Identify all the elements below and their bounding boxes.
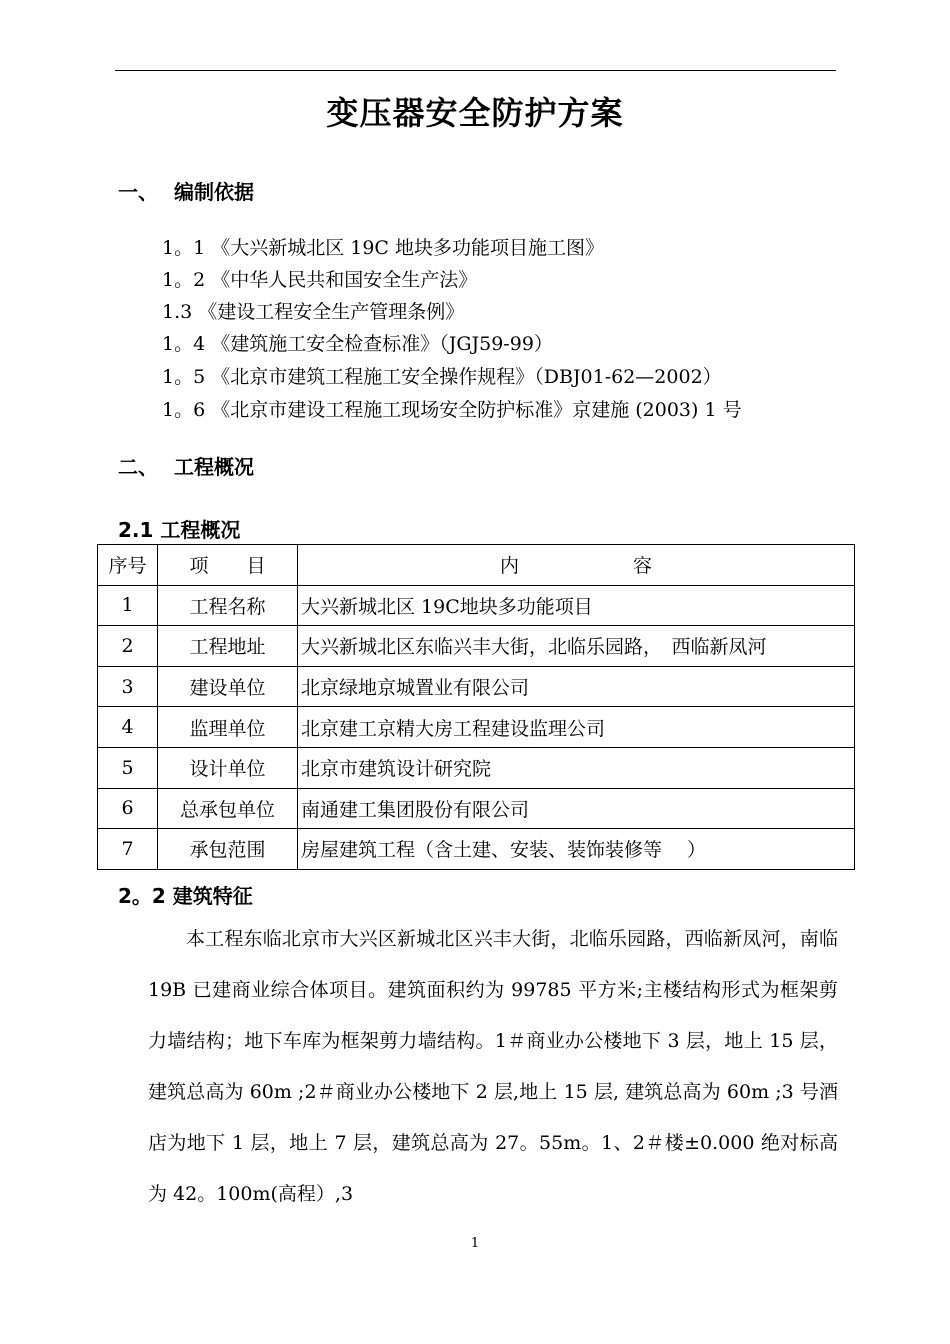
- table-cell: 北京绿地京城置业有限公司: [298, 666, 855, 707]
- table-cell: 7: [98, 829, 158, 870]
- table-row: [98, 747, 855, 788]
- top-rule: [115, 70, 836, 71]
- section-number: 二、: [118, 455, 158, 479]
- section-heading-overview: [118, 451, 254, 480]
- subsection-heading: 2.1 工程概况: [118, 518, 241, 542]
- reference-item: 1。1 《大兴新城北区 19C 地块多功能项目施工图》: [162, 237, 605, 259]
- table-row: [98, 626, 855, 667]
- table-row: [98, 707, 855, 748]
- page-title: 变压器安全防护方案: [326, 94, 624, 132]
- table-cell: 房屋建筑工程（含土建、安装、装饰装修等 ）: [298, 829, 855, 870]
- table-cell: 大兴新城北区东临兴丰大街，北临乐园路， 西临新凤河: [298, 626, 855, 667]
- section-label: 工程概况: [174, 455, 254, 479]
- reference-item: 1。4 《建筑施工安全检查标准》（JGJ59-99）: [162, 333, 553, 355]
- table-cell: 承包范围: [158, 829, 298, 870]
- table-header-row: [98, 545, 855, 586]
- table-cell: 3: [98, 666, 158, 707]
- table-cell: 2: [98, 626, 158, 667]
- table-row: [98, 788, 855, 829]
- header-cell: 序号: [98, 545, 158, 586]
- reference-item: 1。2 《中华人民共和国安全生产法》: [162, 269, 478, 291]
- table-cell: 北京市建筑设计研究院: [298, 747, 855, 788]
- header-cell: 项 目: [158, 545, 298, 586]
- table-cell: 5: [98, 747, 158, 788]
- table-cell: 工程名称: [158, 585, 298, 626]
- table-cell: 建设单位: [158, 666, 298, 707]
- table-cell: 4: [98, 707, 158, 748]
- paragraph-text: 本工程东临北京市大兴区新城北区兴丰大街，北临乐园路，西临新凤河，南临 19B 已建商业综合体项目。建筑面积约为 99785 平方米;主楼结构形式为框架剪力墙结构；地下车库为框架剪力墙结构。1＃商业办公楼地下 3 层，地上 15 层，建筑总高为 60m ;2＃商业办公楼地下 2 层,地上 15 层, 建筑总高为 60m ;3 号酒店为地下 1 层，地上 7 层，建筑总高为 27。55m。1、2＃楼±0.000 绝对标高为 42。100m(高程）,3: [148, 928, 838, 1205]
- table-cell: 监理单位: [158, 707, 298, 748]
- reference-item: 1。6 《北京市建设工程施工现场安全防护标准》京建施 (2003) 1 号: [162, 399, 742, 421]
- table-cell: 南通建工集团股份有限公司: [298, 788, 855, 829]
- table-cell: 工程地址: [158, 626, 298, 667]
- table-row: [98, 585, 855, 626]
- table-cell: 设计单位: [158, 747, 298, 788]
- table-row: [98, 829, 855, 870]
- section-heading-basis: [118, 176, 254, 205]
- building-features-paragraph: [148, 914, 838, 1220]
- table-cell: 1: [98, 585, 158, 626]
- subsection-heading: 2。2 建筑特征: [118, 884, 253, 908]
- table-cell: 总承包单位: [158, 788, 298, 829]
- table-row: [98, 666, 855, 707]
- reference-item: 1.3 《建设工程安全生产管理条例》: [162, 301, 465, 323]
- section-label: 编制依据: [174, 180, 254, 204]
- reference-item: 1。5 《北京市建筑工程施工安全操作规程》（DBJ01-62—2002）: [162, 366, 722, 388]
- project-info-table: [97, 544, 855, 870]
- header-cell: 内 容: [298, 545, 855, 586]
- table-cell: 北京建工京精大房工程建设监理公司: [298, 707, 855, 748]
- section-number: 一、: [118, 180, 158, 204]
- page-number: 1: [470, 1236, 480, 1251]
- table-cell: 6: [98, 788, 158, 829]
- table-cell: 大兴新城北区 19C地块多功能项目: [298, 585, 855, 626]
